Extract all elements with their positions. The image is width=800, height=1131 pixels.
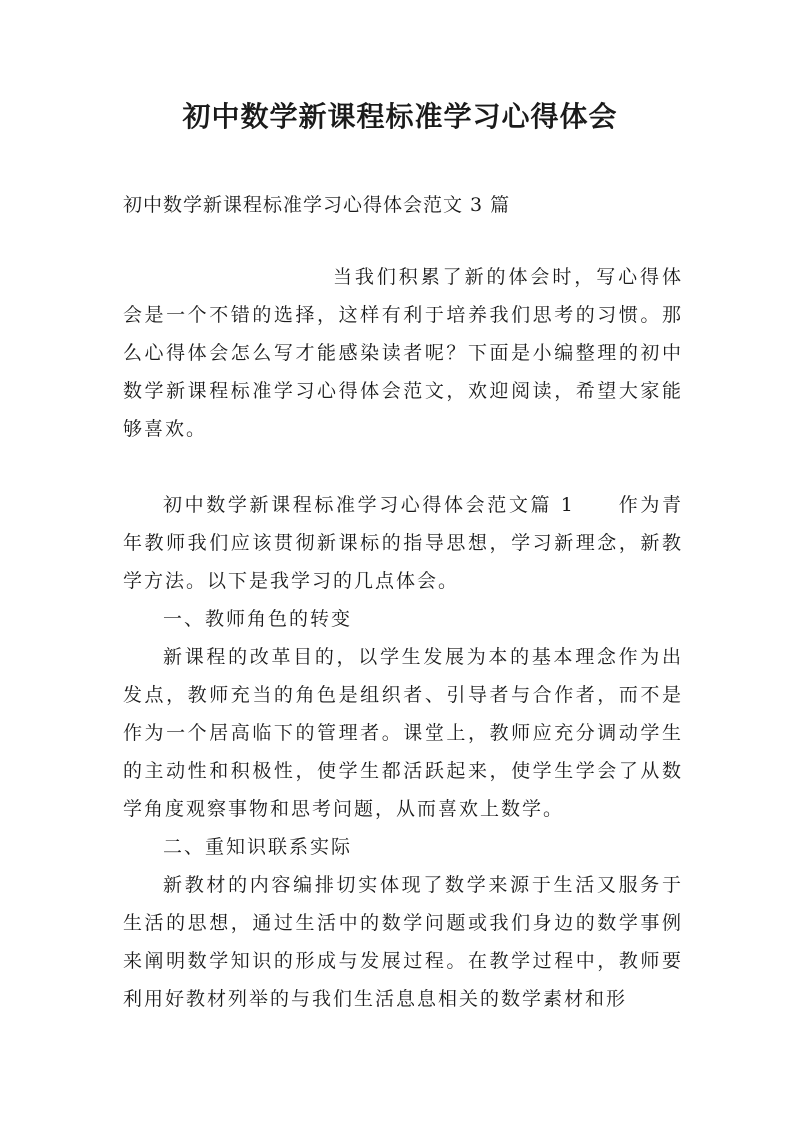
intro-paragraph: 当我们积累了新的体会时，写心得体会是一个不错的选择，这样有利于培养我们思考的习惯。那么心得体会怎么写才能感染读者呢？下面是小编整理的初中数学新课程标准学习心得体会范文，欢迎阅读，希望大家能够喜欢。 <box>123 266 683 440</box>
document-subtitle: 初中数学新课程标准学习心得体会范文 3 篇 <box>123 194 511 216</box>
article1-paragraph: 初中数学新课程标准学习心得体会范文篇 1 作为青年教师我们应该贯彻新课标的指导思想，学习新理念，新教学方法。以下是我学习的几点体会。 <box>123 494 683 592</box>
section-heading-1: 一、教师角色的转变 <box>163 608 353 630</box>
document-title: 初中数学新课程标准学习心得体会 <box>182 100 618 133</box>
section2-paragraph: 新教材的内容编排切实体现了数学来源于生活又服务于生活的思想，通过生活中的数学问题或我们身边的数学事例来阐明数学知识的形成与发展过程。在教学过程中，教师要利用好教材列举的与我们生活息息相关的数学素材和形 <box>123 874 683 1010</box>
section-heading-2: 二、重知识联系实际 <box>163 836 353 858</box>
section1-paragraph: 新课程的改革目的，以学生发展为本的基本理念作为出发点，教师充当的角色是组织者、引导者与合作者，而不是作为一个居高临下的管理者。课堂上，教师应充分调动学生的主动性和积极性，使学生都活跃起来，使学生学会了从数学角度观察事物和思考问题，从而喜欢上数学。 <box>123 646 683 820</box>
